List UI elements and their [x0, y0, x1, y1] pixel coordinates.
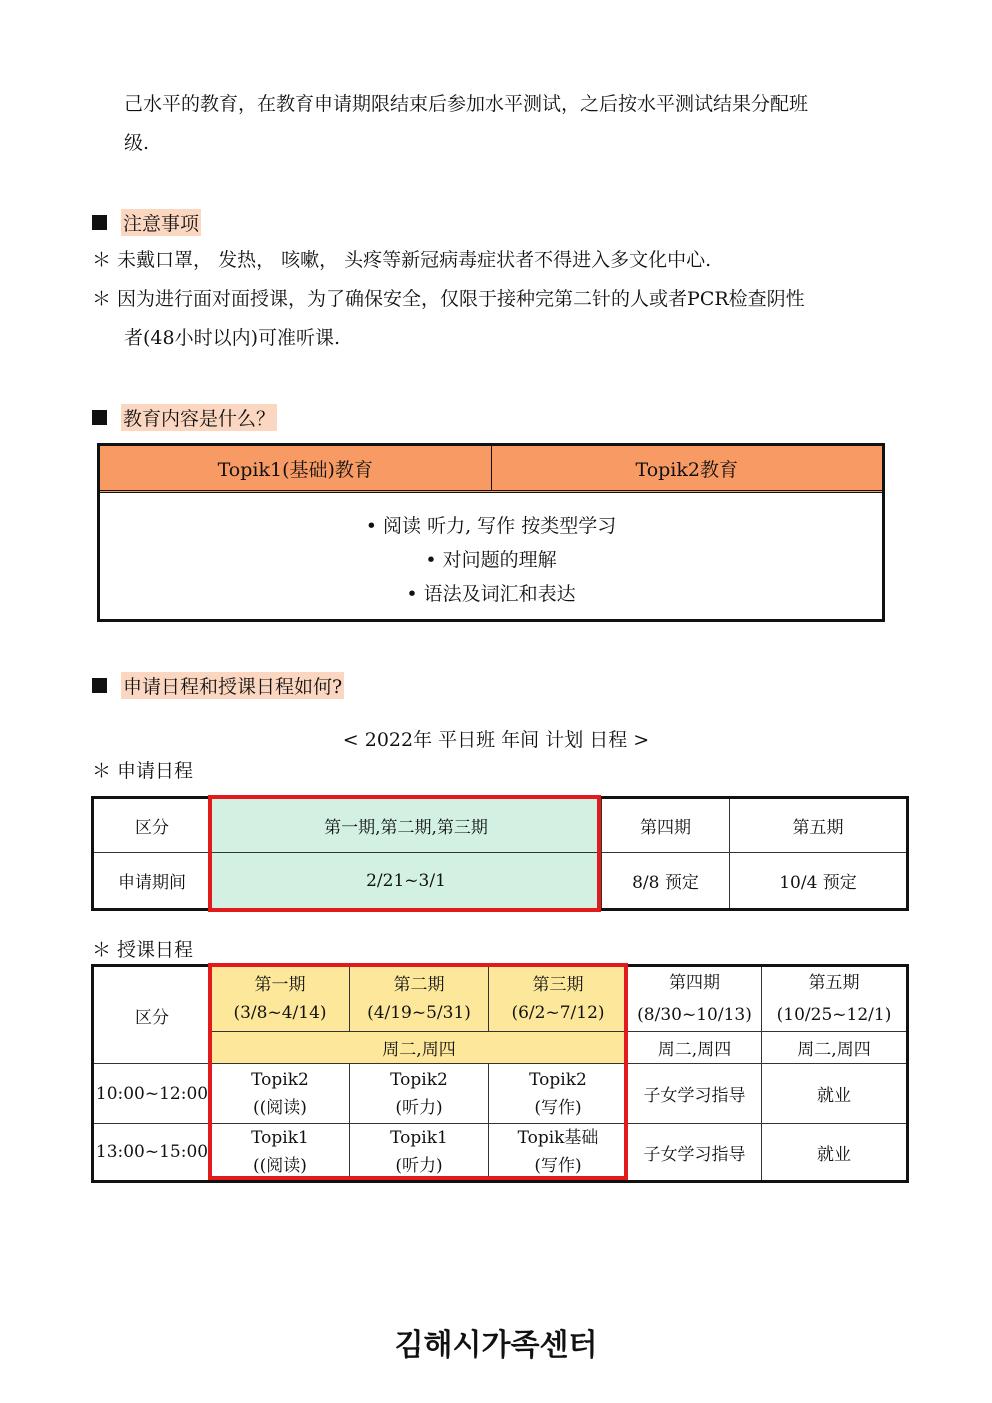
apply-schedule-table — [91, 796, 909, 911]
period-1-dates: (3/8~4/14) — [233, 1003, 327, 1023]
morning-period-3-skill: (写作) — [534, 1097, 582, 1118]
morning-period-1-skill: ((阅读) — [253, 1097, 307, 1118]
content-heading-text: 教育内容是什么？ — [121, 404, 277, 431]
content-col-topik1: Topik1(基础)教育 — [217, 458, 373, 481]
morning-period-2-level: Topik2 — [390, 1069, 448, 1090]
morning-period-3 — [489, 1064, 628, 1124]
apply-row-label: 申请期间 — [93, 853, 211, 910]
period-5-name: 第五期 — [808, 973, 860, 993]
content-table-header — [100, 446, 882, 493]
afternoon-period-5: 就业 — [762, 1124, 908, 1182]
content-bullet-2: • 对问题的理解 — [425, 549, 557, 571]
class-schedule-table — [91, 964, 909, 1183]
class-header-category: 区分 — [93, 966, 211, 1064]
period-1-name: 第一期 — [254, 975, 306, 995]
class-days-period-5: 周二,周四 — [762, 1032, 908, 1064]
morning-period-5: 就业 — [762, 1064, 908, 1124]
square-bullet-icon — [92, 678, 107, 693]
afternoon-period-3-level: Topik基础 — [517, 1128, 599, 1148]
content-heading — [92, 402, 277, 432]
period-3-name: 第三期 — [532, 975, 584, 995]
class-days-period-4: 周二,周四 — [628, 1032, 762, 1064]
notice-heading-text: 注意事项 — [121, 209, 201, 236]
content-bullet-3: • 语法及词汇和表达 — [406, 583, 576, 605]
notice-heading — [92, 207, 201, 237]
class-header-period-1 — [211, 966, 350, 1032]
class-header-period-2 — [350, 966, 489, 1032]
apply-header-period-1-3: 第一期,第二期,第三期 — [211, 798, 602, 853]
content-table — [97, 443, 885, 622]
class-header-period-3 — [489, 966, 628, 1032]
period-5-dates: (10/25~12/1) — [776, 1005, 892, 1025]
afternoon-period-2-skill: (听力) — [395, 1156, 443, 1176]
content-bullet-1: • 阅读 听力, 写作 按类型学习 — [365, 515, 617, 537]
class-days-period-1-3: 周二,周四 — [211, 1032, 628, 1064]
apply-date-period-4: 8/8 预定 — [602, 853, 730, 910]
apply-header-period-4: 第四期 — [602, 798, 730, 853]
afternoon-period-4: 子女学习指导 — [628, 1124, 762, 1182]
apply-date-period-1-3: 2/21~3/1 — [211, 853, 602, 910]
morning-period-1-level: Topik2 — [251, 1069, 309, 1090]
period-2-name: 第二期 — [393, 975, 445, 995]
plan-title: < 2022年 平日班 年间 计划 日程 > — [342, 729, 650, 751]
afternoon-period-1 — [211, 1124, 350, 1182]
morning-period-4: 子女学习指导 — [628, 1064, 762, 1124]
apply-header-category: 区分 — [93, 798, 211, 853]
class-header-period-4 — [628, 966, 762, 1032]
time-slot-morning: 10:00~12:00 — [93, 1064, 211, 1124]
footer-organization: 김해시가족센터 — [394, 1328, 598, 1363]
content-col-topik2: Topik2教育 — [491, 446, 883, 490]
apply-schedule-label: ＊ 申请日程 — [92, 760, 194, 782]
intro-line-1: 己水平的教育，在教育申请期限结束后参加水平测试，之后按水平测试结果分配班 — [124, 93, 809, 115]
afternoon-period-1-level: Topik1 — [251, 1128, 309, 1148]
schedule-heading-text: 申请日程和授课日程如何? — [121, 672, 344, 699]
afternoon-period-3-skill: (写作) — [534, 1156, 582, 1176]
notice-item-2-cont: 者(48小时以内)可准听课. — [124, 327, 341, 349]
afternoon-period-2-level: Topik1 — [390, 1128, 448, 1148]
notice-item-1: ＊ 未戴口罩， 发热， 咳嗽， 头疼等新冠病毒症状者不得进入多文化中心. — [92, 249, 712, 271]
square-bullet-icon — [92, 215, 107, 230]
intro-line-2: 级. — [124, 132, 150, 154]
period-4-name: 第四期 — [669, 973, 720, 993]
afternoon-period-2 — [350, 1124, 489, 1182]
afternoon-period-1-skill: ((阅读) — [253, 1156, 307, 1176]
period-3-dates: (6/2~7/12) — [511, 1003, 605, 1023]
schedule-heading — [92, 670, 344, 700]
period-2-dates: (4/19~5/31) — [367, 1003, 471, 1023]
class-schedule-label: ＊ 授课日程 — [92, 939, 194, 961]
morning-period-1 — [211, 1064, 350, 1124]
morning-period-2 — [350, 1064, 489, 1124]
afternoon-period-3 — [489, 1124, 628, 1182]
apply-date-period-5: 10/4 预定 — [730, 853, 908, 910]
period-4-dates: (8/30~10/13) — [637, 1005, 752, 1025]
morning-period-3-level: Topik2 — [529, 1069, 587, 1090]
apply-header-period-5: 第五期 — [730, 798, 908, 853]
time-slot-afternoon: 13:00~15:00 — [93, 1124, 211, 1182]
content-table-body — [100, 493, 882, 611]
square-bullet-icon — [92, 410, 107, 425]
class-header-period-5 — [762, 966, 908, 1032]
notice-item-2: ＊ 因为进行面对面授课，为了确保安全，仅限于接种完第二针的人或者PCR检查阴性 — [92, 288, 805, 310]
intro-paragraph — [124, 85, 924, 163]
morning-period-2-skill: (听力) — [395, 1097, 443, 1118]
